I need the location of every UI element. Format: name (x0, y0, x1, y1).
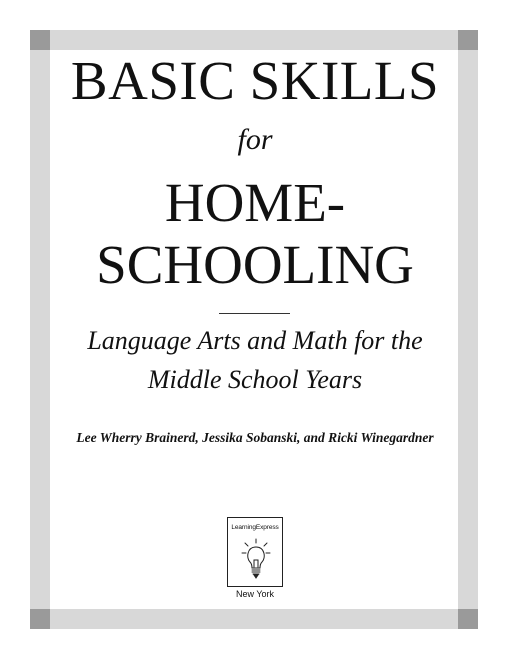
title-connector: for (237, 123, 273, 156)
frame-bottom-bar (30, 609, 478, 629)
subtitle-line-1: Language Arts and Math for the (87, 326, 423, 355)
title-line-3: SCHOOLING (96, 234, 414, 295)
frame-corner-bottom-left (30, 609, 50, 629)
publisher-logo-text: LearningExpress (231, 524, 279, 531)
title-line-2: HOME- (164, 172, 346, 233)
frame-corner-top-right (458, 30, 478, 50)
title-line-1: BASIC SKILLS (70, 50, 440, 111)
lightbulb-icon (241, 538, 271, 582)
frame-top-bar (30, 30, 478, 50)
subtitle-line-2: Middle School Years (147, 365, 363, 394)
publisher-logo (227, 517, 283, 587)
publisher-city: New York (235, 589, 275, 599)
frame-corner-top-left (30, 30, 50, 50)
title-divider (219, 313, 290, 314)
frame-corner-bottom-right (458, 609, 478, 629)
author-names: Lee Wherry Brainerd, Jessika Sobanski, and Ricki Winegardner (76, 430, 434, 445)
